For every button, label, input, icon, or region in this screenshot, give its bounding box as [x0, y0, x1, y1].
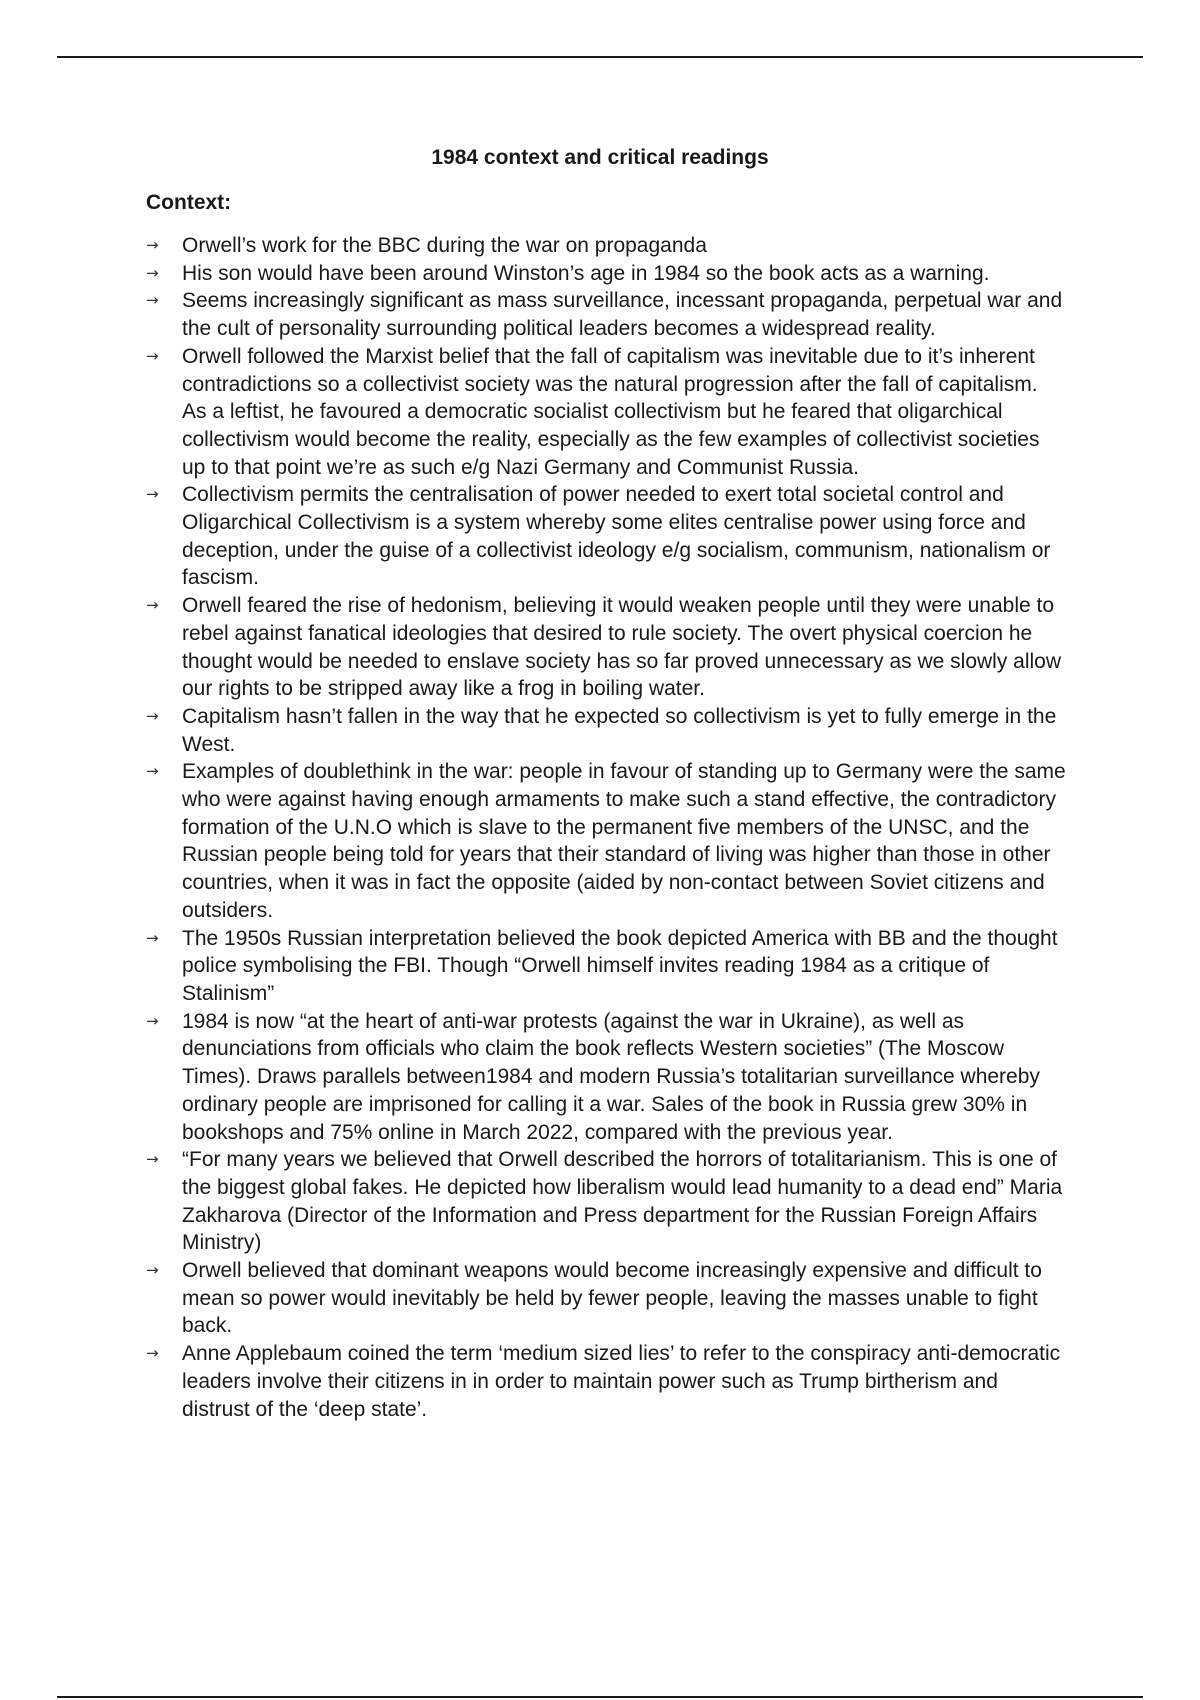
arrow-icon: → [146, 346, 159, 365]
arrow-icon: → [146, 1261, 159, 1280]
list-item-text: Examples of doublethink in the war: people in favour of standing up to Germany were the same who were against having enough armaments to make such a stand effective, the contradictory formation of the U.N.O which is slave to the permanent five members of the UNSC, and the Russian people being told for years that their standard of living was higher than those in other countries, when it was in fact the opposite (aided by non-contact between Soviet citizens and outsiders. [182, 760, 1066, 922]
list-item [146, 1257, 1066, 1340]
arrow-icon: → [146, 1344, 159, 1363]
list-item-text: His son would have been around Winston’s age in 1984 so the book acts as a warning. [182, 261, 990, 285]
list-item-text: The 1950s Russian interpretation believed the book depicted America with BB and the thought police symbolising the FBI. Though “Orwell himself invites reading 1984 as a critique of Stalinism” [182, 926, 1058, 1005]
arrow-icon: → [146, 706, 159, 725]
arrow-icon: → [146, 485, 159, 504]
list-item [146, 260, 1066, 288]
bottom-divider [57, 1696, 1143, 1698]
list-item-text: “For many years we believed that Orwell described the horrors of totalitarianism. This is one of the biggest global fakes. He depicted how liberalism would lead humanity to a dead end” Maria Zakharova (Director of the Information and Press department for the Russian Foreign Affairs Ministry) [182, 1148, 1063, 1255]
list-item [146, 287, 1066, 342]
list-item-text: Capitalism hasn’t fallen in the way that he expected so collectivism is yet to fully emerge in the West. [182, 704, 1057, 756]
arrow-icon: → [146, 236, 159, 254]
arrow-icon: → [146, 263, 159, 282]
list-item [146, 925, 1066, 1008]
list-item [146, 703, 1066, 758]
arrow-icon: → [146, 928, 159, 947]
list-item [146, 481, 1066, 592]
list-item [146, 1146, 1066, 1257]
list-item-text: Orwell followed the Marxist belief that the fall of capitalism was inevitable due to it’s inherent contradictions so a collectivist society was the natural progression after the fall of capitalism. As a leftist, he favoured a democratic socialist collectivism but he feared that oligarchical collectivism would become the reality, especially as the few examples of collectivist societies up to that point we’re as such e/g Nazi Germany and Communist Russia. [182, 344, 1040, 479]
list-item [146, 758, 1066, 924]
list-item-text: 1984 is now “at the heart of anti-war protests (against the war in Ukraine), as well as denunciations from officials who claim the book reflects Western societies” (The Moscow Times). Draws parallels between1984 and modern Russia’s totalitarian surveillance whereby ordinary people are imprisoned for calling it a war. Sales of the book in Russia grew 30% in bookshops and 75% online in March 2022, compared with the previous year. [182, 1009, 1040, 1144]
list-item [146, 592, 1066, 703]
arrow-icon: → [146, 291, 159, 310]
list-item-text: Collectivism permits the centralisation of power needed to exert total societal control and Oligarchical Collectivism is a system whereby some elites centralise power using force and deception, under the guise of a collectivist ideology e/g socialism, communism, nationalism or fascism. [182, 483, 1051, 590]
list-item-text: Anne Applebaum coined the term ‘medium sized lies’ to refer to the conspiracy anti-democratic leaders involve their citizens in in order to maintain power such as Trump birtherism and distrust of the ‘deep state’. [182, 1342, 1061, 1421]
context-list [146, 232, 1066, 1423]
list-item-text: Orwell’s work for the BBC during the war on propaganda [182, 234, 707, 257]
top-divider [57, 56, 1143, 58]
list-item [146, 232, 1066, 260]
list-item-text: Orwell feared the rise of hedonism, believing it would weaken people until they were unable to rebel against fanatical ideologies that desired to rule society. The overt physical coercion he thought would be needed to enslave society has so far proved unnecessary as we slowly allow our rights to be stripped away like a frog in boiling water. [182, 594, 1062, 701]
list-item-text: Seems increasingly significant as mass surveillance, incessant propaganda, perpetual war and the cult of personality surrounding political leaders becomes a widespread reality. [182, 289, 1063, 341]
arrow-icon: → [146, 1150, 159, 1169]
list-item [146, 343, 1066, 482]
arrow-icon: → [146, 1011, 159, 1030]
section-heading-context: Context: [146, 191, 232, 214]
list-item [146, 1340, 1066, 1423]
list-item-text: Orwell believed that dominant weapons would become increasingly expensive and difficult to mean so power would inevitably be held by fewer people, leaving the masses unable to fight back. [182, 1259, 1042, 1338]
list-item [146, 1008, 1066, 1147]
page-title: 1984 context and critical readings [431, 146, 769, 169]
arrow-icon: → [146, 596, 159, 615]
arrow-icon: → [146, 762, 159, 781]
